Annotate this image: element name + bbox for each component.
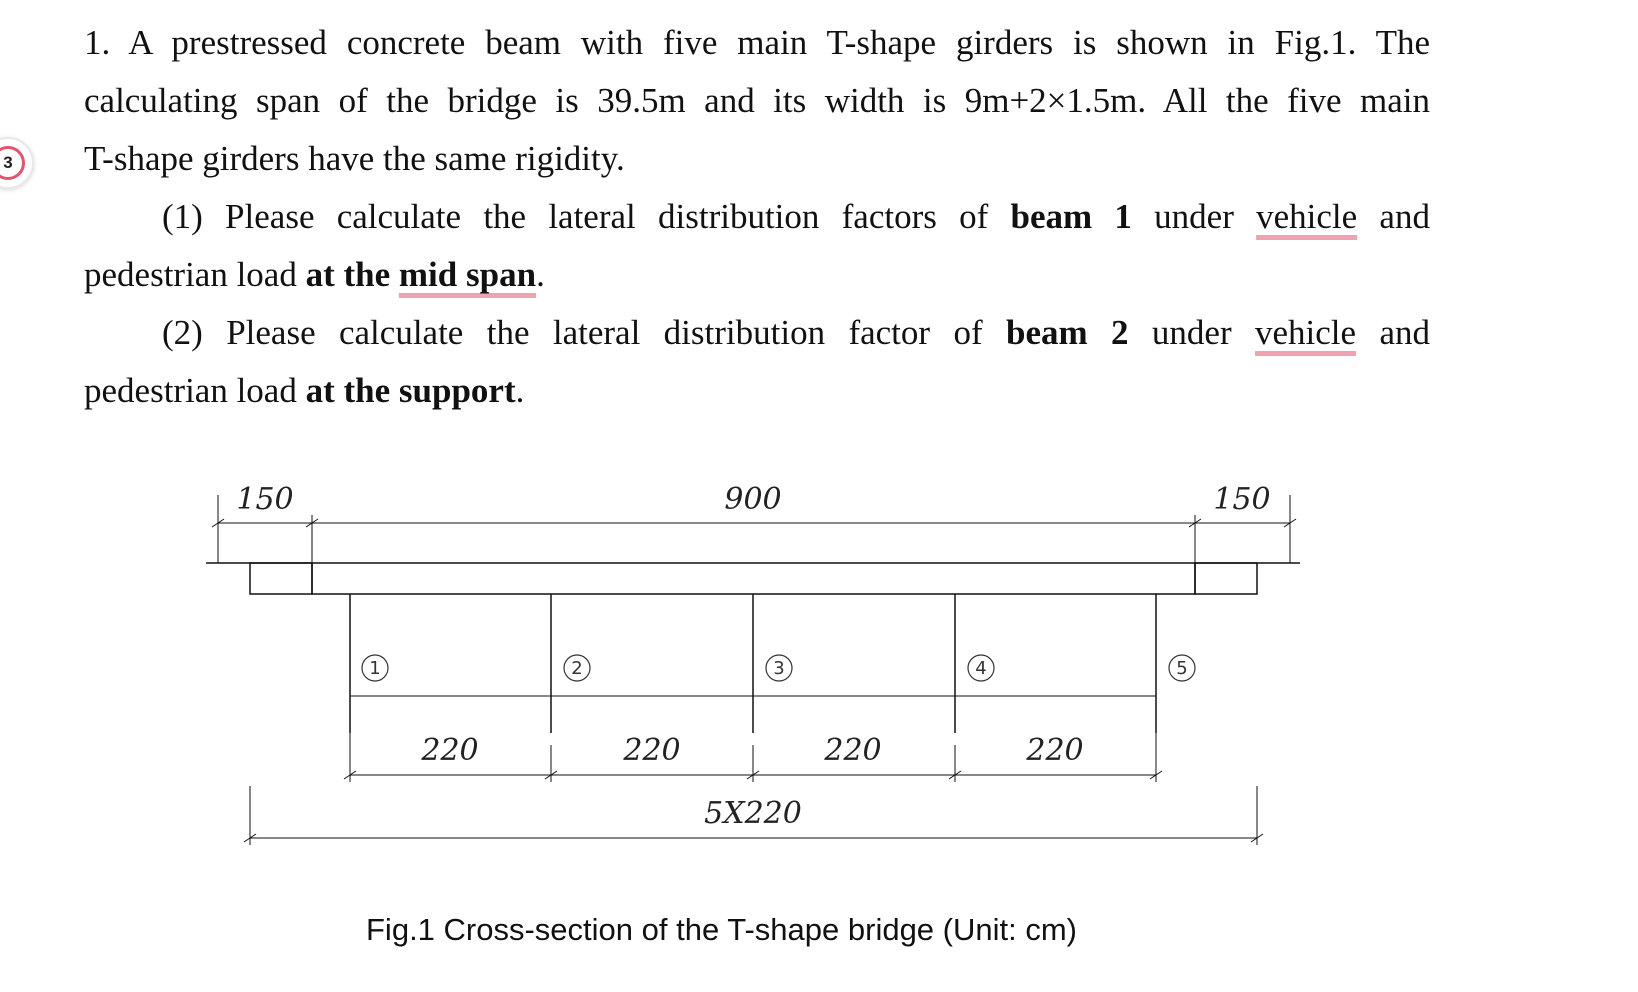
- part-2-text-4: pedestrian load: [84, 371, 306, 410]
- dim-spacing-3: 220: [824, 733, 882, 768]
- part-2-vehicle-highlight: vehicle: [1255, 313, 1357, 352]
- right-curb: [1195, 563, 1257, 594]
- dim-right-sidewalk: 150: [1213, 482, 1271, 517]
- question-number: 3: [3, 153, 13, 172]
- part-1-text-2: under: [1131, 197, 1257, 236]
- left-curb: [250, 563, 312, 594]
- part-1-text: (1) Please calculate the lateral distribution factors of: [162, 197, 1011, 236]
- dim-carriageway: 900: [724, 482, 782, 517]
- girder-label-2: 2: [571, 658, 583, 679]
- part-1-mid-span-highlight: mid span: [398, 255, 537, 294]
- girder-label-3: 3: [773, 658, 785, 679]
- question-line-3: T-shape girders have the same rigidity.: [84, 139, 625, 178]
- girder-label-1: 1: [369, 658, 381, 679]
- part-2-location: at the support: [305, 371, 516, 410]
- girder-label-5: 5: [1176, 658, 1188, 679]
- question-line-1: 1. A prestressed concrete beam with five main T-shape girders is shown in Fig.1. The: [84, 23, 1430, 62]
- part-1-text-4: pedestrian load: [84, 255, 306, 294]
- part-2-beam: beam 2: [1006, 313, 1129, 352]
- part-1-vehicle-highlight: vehicle: [1256, 197, 1358, 236]
- dim-left-sidewalk: 150: [236, 482, 294, 517]
- part-1-text-3: and: [1357, 197, 1430, 236]
- question-line-2: calculating span of the bridge is 39.5m and its width is 9m+2×1.5m. All the five main: [84, 81, 1430, 120]
- dim-spacing-1: 220: [421, 733, 479, 768]
- part-2-text-3: and: [1356, 313, 1430, 352]
- dim-total: 5X220: [704, 796, 802, 831]
- part-1-period: .: [536, 255, 545, 294]
- part-1-beam: beam 1: [1010, 197, 1132, 236]
- dim-spacing-4: 220: [1026, 733, 1084, 768]
- part-2-text: (2) Please calculate the lateral distribution factor of: [162, 313, 1006, 352]
- deck-slab: [312, 563, 1195, 594]
- girder-label-4: 4: [975, 658, 987, 679]
- dim-spacing-2: 220: [623, 733, 681, 768]
- part-2-period: .: [515, 371, 525, 410]
- part-1-location-prefix: at the: [305, 255, 399, 294]
- figure-caption: Fig.1 Cross-section of the T-shape bridge (Unit: cm): [366, 912, 1077, 947]
- part-2-text-2: under: [1128, 313, 1256, 352]
